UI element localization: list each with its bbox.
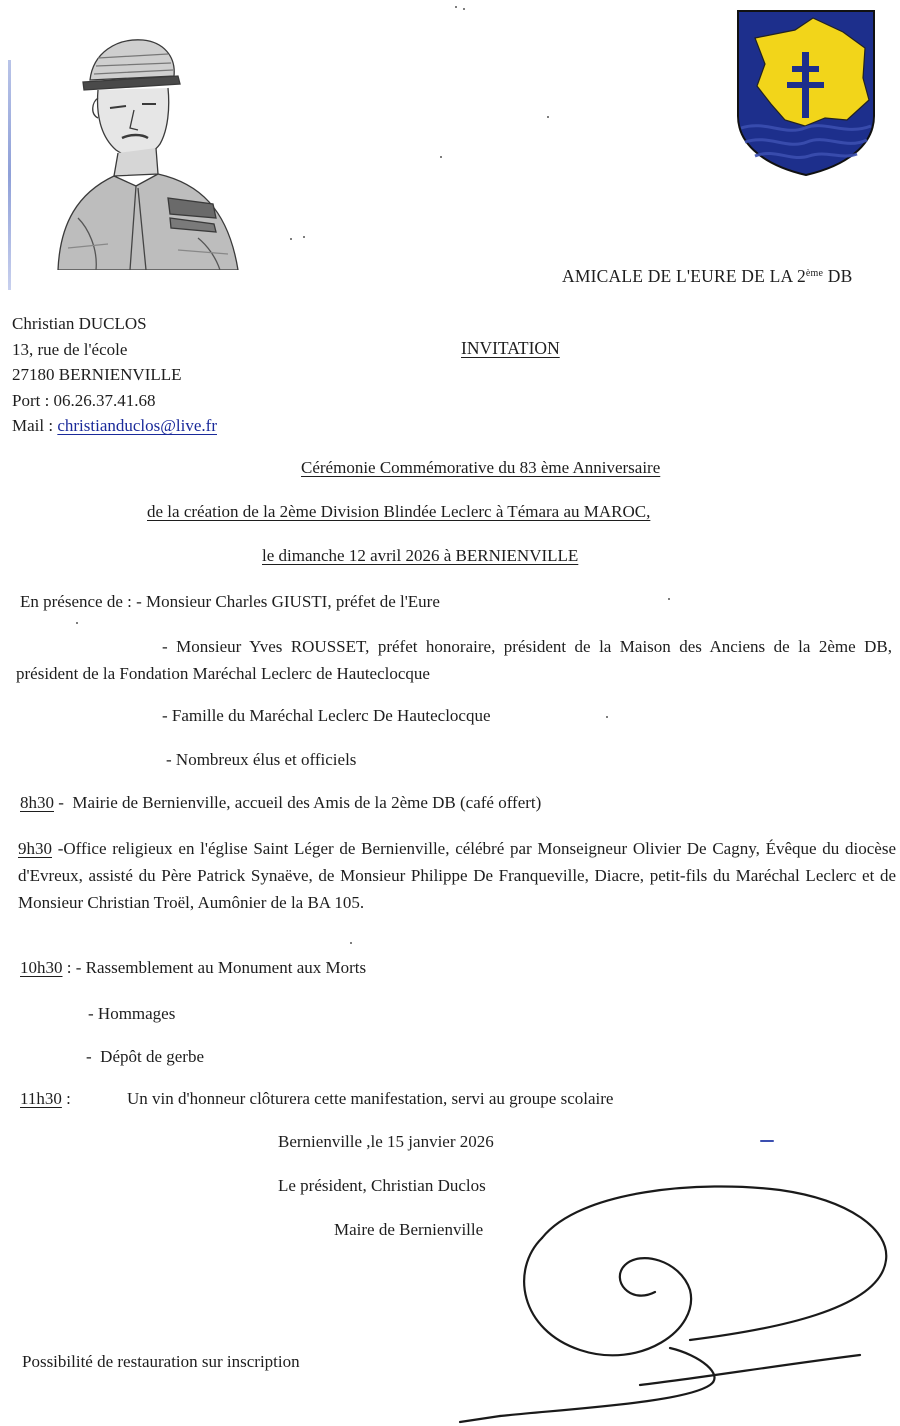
footer-note: Possibilité de restauration sur inscription xyxy=(22,1352,300,1371)
sender-name: Christian DUCLOS xyxy=(12,314,147,333)
schedule-text: Mairie de Bernienville, accueil des Amis de la 2ème DB (café offert) xyxy=(72,793,542,812)
sender-phone: Port : 06.26.37.41.68 xyxy=(12,391,156,410)
schedule-time: 11h30 xyxy=(20,1089,62,1108)
scan-speck xyxy=(303,236,305,238)
signature-president: Le président, Christian Duclos xyxy=(278,1176,486,1195)
signature-mayor: Maire de Bernienville xyxy=(334,1220,484,1239)
heading-line-1: Cérémonie Commémorative du 83 ème Anniversaire xyxy=(301,458,661,477)
scan-speck xyxy=(606,716,608,718)
schedule-time: 10h30 xyxy=(20,958,63,977)
schedule-separator: : - xyxy=(62,958,86,977)
association-name: AMICALE DE L'EURE DE LA 2 xyxy=(562,266,806,286)
scan-speck xyxy=(76,622,78,624)
handwritten-signature-icon xyxy=(440,1180,900,1426)
signature-date: Bernienville ,le 15 janvier 2026 xyxy=(278,1132,494,1151)
heading-line-2: de la création de la 2ème Division Blindée Leclerc à Témara au MAROC, xyxy=(147,502,651,521)
scan-speck xyxy=(440,156,442,158)
schedule-separator: : xyxy=(61,1089,71,1108)
schedule-item-1030 xyxy=(20,958,366,978)
document-title: INVITATION xyxy=(461,338,560,358)
portrait-icon xyxy=(38,18,278,270)
division-badge-icon xyxy=(735,8,877,178)
sender-mail-link[interactable]: christianduclos@live.fr xyxy=(57,416,217,435)
presence-item-officials: - Nombreux élus et officiels xyxy=(166,750,357,769)
schedule-time: 8h30 xyxy=(20,793,54,812)
schedule-text: Rassemblement au Monument aux Morts xyxy=(85,958,367,977)
association-superscript: ème xyxy=(805,268,824,279)
scan-speck xyxy=(547,116,549,118)
association-header xyxy=(562,266,852,287)
presence-item-rousset: - Monsieur Yves ROUSSET, préfet honoraire, président de la Maison des Anciens de la 2ème DB, président de la Fondation Maréchal Leclerc de Hauteclocque xyxy=(16,637,892,683)
scan-speck xyxy=(760,1140,774,1142)
sub-item-gerbe: - Dépôt de gerbe xyxy=(86,1047,205,1066)
schedule-separator: - xyxy=(54,793,73,812)
scan-speck xyxy=(668,598,670,600)
sub-item-hommages: - Hommages xyxy=(88,1004,176,1023)
schedule-time: 9h30 xyxy=(18,839,52,858)
scan-speck xyxy=(350,942,352,944)
presence-intro: En présence de : - Monsieur Charles GIUSTI, préfet de l'Eure xyxy=(20,592,440,611)
heading-line-3: le dimanche 12 avril 2026 à BERNIENVILLE xyxy=(262,546,579,565)
sender-street: 13, rue de l'école xyxy=(12,340,128,359)
sender-mail-line xyxy=(12,416,217,436)
schedule-item-0830 xyxy=(20,793,541,813)
scan-speck xyxy=(455,6,457,8)
schedule-item-0930 xyxy=(18,835,896,916)
scan-speck xyxy=(290,238,292,240)
presence-item-family: - Famille du Maréchal Leclerc De Hauteclocque xyxy=(162,706,491,725)
sender-mail-label: Mail : xyxy=(12,416,58,435)
scan-edge-mark xyxy=(8,60,11,290)
schedule-item-1130 xyxy=(20,1089,71,1109)
schedule-text-1130: Un vin d'honneur clôturera cette manifestation, servi au groupe scolaire xyxy=(127,1089,614,1108)
sender-city: 27180 BERNIENVILLE xyxy=(12,365,182,384)
schedule-separator: - xyxy=(52,839,64,858)
schedule-text: Office religieux en l'église Saint Léger de Bernienville, célébré par Monseigneur Olivier De Cagny, Évêque du diocèse d'Evreux, assisté du Père Patrick Synaëve, de Monsieur Philippe De Franqueville, Diacre, petit-fils du Maréchal Leclerc et de Monsieur Christian Troël, Aumônier de la BA 105. xyxy=(18,839,896,912)
scan-speck xyxy=(463,8,465,10)
association-suffix: DB xyxy=(823,266,853,286)
